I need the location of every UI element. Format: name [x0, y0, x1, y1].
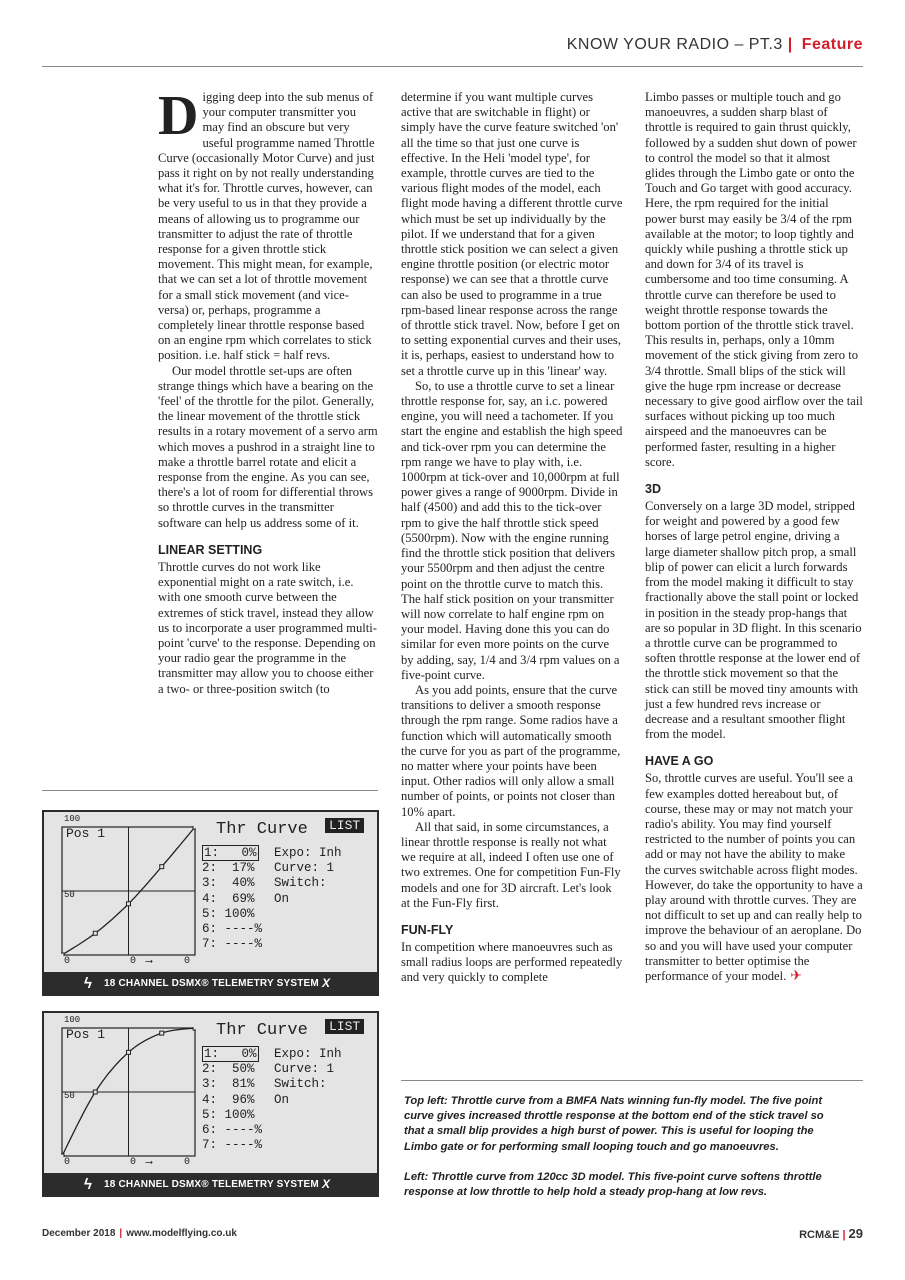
table-row: 1: 0% — [204, 1047, 257, 1061]
caption-left: Left: Throttle curve from 120cc 3D model. This five-point curve softens throttle response at low throttle to help hold a steady prop-hang at low revs. — [404, 1171, 822, 1199]
table-row: 7: ----% — [202, 1138, 263, 1153]
list-tag: LIST — [325, 1019, 364, 1034]
y-label-50: 50 — [64, 1091, 75, 1101]
switch-setting: Switch: — [274, 876, 327, 891]
magazine-name: RCM&E — [799, 1229, 840, 1241]
heading-3d: 3D — [645, 482, 661, 497]
on-setting: On — [274, 1092, 290, 1107]
table-row: 7: ----% — [202, 937, 263, 952]
col1-paragraph-2: Our model throttle set-ups are often strange things which have a bearing on the 'feel' of the throttle for the pilot. Generally, the linear movement of the throttle stick results in a rotary movement of a servo arm which moves a pushrod in a straight line to make a throttle barrel rotate and elicit a response from the engine. As you can see, there's a lot of room for differential throws so throttle curves in the transmitter software can help us address some of it. — [158, 363, 378, 530]
curve-point — [127, 902, 131, 906]
page-number: 29 — [848, 1226, 863, 1241]
col3-paragraph-1: Limbo passes or multiple touch and go manoeuvres, a sudden sharp blast of throttle is required to gain thrust quickly, followed by a sudden shut down of power to control the model so that it almost glides through the Limbo gate or onto the Touch and Go target with good accuracy. Here, the rpm required for the initial power burst may easily be 3/4 of the rpm available at the motor; to loop tightly and quickly while pushing a throttle stick up and down for 3/4 of its travel is cumbersome and too time consuming. A throttle curve can therefore be used to weight throttle response towards the bottom portion of the throttle stick travel. This results in, perhaps, only a 10mm movement of the stick giving from zero to 3/4 throttle. Small blips of the stick will give the huge rpm increase or decrease necessary to give good airflow over the tail surfaces without picking up too much airspeed and the manoeuvres can be performed faster, resulting in a higher score. — [645, 90, 863, 469]
x-logo-icon: X — [322, 1177, 331, 1191]
throttle-curve-graph — [61, 1027, 196, 1157]
screen-footer — [42, 1173, 379, 1197]
image-rule — [42, 790, 378, 791]
settings-column — [274, 846, 342, 907]
header-rule — [42, 66, 863, 67]
curve-point — [193, 1027, 196, 1030]
heading-have-a-go: HAVE A GO — [645, 754, 714, 769]
screen-title: Thr Curve — [216, 820, 308, 839]
header-separator: | — [787, 36, 793, 53]
page-footer-right — [799, 1226, 863, 1241]
screen-title: Thr Curve — [216, 1021, 308, 1040]
curve-setting: Curve: 1 — [274, 1062, 335, 1077]
curve-point — [93, 1090, 97, 1094]
footer-text: 18 CHANNEL DSMX® TELEMETRY SYSTEM — [104, 1179, 319, 1190]
issue-date: December 2018 — [42, 1228, 116, 1239]
footer-separator: | — [842, 1229, 846, 1241]
y-label-100: 100 — [64, 1015, 81, 1025]
expo-setting: Expo: Inh — [274, 846, 342, 860]
curve-point — [160, 865, 164, 869]
settings-column — [274, 1047, 342, 1108]
website-url: www.modelflying.co.uk — [126, 1228, 237, 1239]
page-header — [567, 36, 863, 54]
x-logo-icon: X — [322, 976, 331, 990]
plane-end-icon: ✈ — [790, 968, 803, 984]
col2-paragraph-4: All that said, in some circumstances, a linear throttle response is really not what we require at all, indeed I often use one of two extremes. One for competition Fun-Fly models and one for 3D aircraft. Let's look at the Fun-Fly first. — [401, 819, 621, 910]
caption-rule — [401, 1080, 863, 1081]
table-row: 1: 0% — [204, 846, 257, 860]
expo-setting: Expo: Inh — [274, 1047, 342, 1061]
table-row: 3: 40% — [202, 876, 255, 891]
curve-setting: Curve: 1 — [274, 861, 335, 876]
table-row: 4: 96% — [202, 1092, 255, 1107]
section-label: Feature — [801, 36, 863, 53]
col3-paragraph-2: Conversely on a large 3D model, stripped for weight and powered by a good few horses of large petrol engine, driving a large diameter shallow pitch prop, a small blip of power can elicit a lurch forwards from the model making it difficult to stay fractionally above the stall point or locked in position in the steady prop-hangs that are so popular in 3D flight. In this scenario a throttle curve can be programmed to soften throttle response at the lower end of the throttle stick movement so that the stick can still be moved tiny amounts with just a few hundred revs increase or decrease and a resultant smoother flight from the model. — [645, 499, 862, 742]
arrow-icon: ⟶ — [146, 1158, 153, 1169]
lcd-display — [44, 1013, 377, 1173]
curve-points-table — [202, 1047, 262, 1153]
col1-paragraph-1: igging deep into the sub menus of your computer transmitter you may find an obscure but very useful programme named Throttle Curve (occasionally Motor Curve) and just pass it right on by not really understanding what it's for. Throttle curves, however, can be very useful to us in that they provide a means of allowing us to programme our transmitter to adjust the rate of throttle response for a given throttle stick movement. This might mean, for example, that we can set a lot of throttle movement for a small stick movement (and vice-versa) or, perhaps, programme a completely linear throttle response based on an engine rpm which correlates to stick position. i.e. half stick = half revs. — [158, 90, 375, 363]
table-row: 5: 100% — [202, 906, 255, 921]
col2-paragraph-3: As you add points, ensure that the curve transitions to deliver a smooth response through the rpm range. Some radios have a function which will automatically smooth the curve for you as part of the programme, no matter where your points have been input. Other radios will only allow a small number of points, or points not closer than 10% apart. — [401, 682, 621, 819]
y-label-50: 50 — [64, 890, 75, 900]
transmitter-screen-2 — [42, 1011, 379, 1197]
spektrum-logo-icon: ϟ — [84, 975, 92, 992]
column-2 — [401, 90, 623, 986]
caption-top-left: Top left: Throttle curve from a BMFA Nats winning fun-fly model. The five point curve gives increased throttle response at the bottom end of the stick travel so that a small blip provides a high burst of power. This is useful for looping the Limbo gate or for performing small looping touch and go manoeuvres. — [404, 1095, 824, 1153]
curve-point — [93, 931, 97, 935]
table-row: 2: 17% — [202, 861, 255, 876]
on-setting: On — [274, 891, 290, 906]
x-label-right: 0 — [184, 1157, 191, 1168]
footer-text: 18 CHANNEL DSMX® TELEMETRY SYSTEM — [104, 978, 319, 989]
screen-footer — [42, 972, 379, 996]
col1-paragraph-3: Throttle curves do not work like exponential might on a rate switch, i.e. with one smooth curve between the extremes of stick travel, instead they allow us to incorporate a user programmed multi-point 'curve' to the response. Depending on your radio gear the programme in the transmitter may allow you to choose either a two- or three-position switch (to — [158, 559, 377, 696]
table-row: 4: 69% — [202, 891, 255, 906]
curve-point — [160, 1031, 164, 1035]
spektrum-logo-icon: ϟ — [84, 1176, 92, 1193]
curve-point — [193, 826, 196, 829]
heading-fun-fly: FUN-FLY — [401, 922, 454, 937]
col2-paragraph-2: So, to use a throttle curve to set a linear throttle response for, say, an i.c. powered engine, you will need a tachometer. If you start the engine and establish the high speed and tick-over rpm you can determine the rpm range we have to play with, i.e. 1000rpm at tick-over and 10,000rpm at full power gives a range of 9000rpm. Divide in half (4500) and add this to the tick-over rpm to give the half throttle stick speed (5500rpm). Now with the engine running find the throttle stick position that delivers your 5500rpm and then adjust the centre point on the throttle curve to match this. The half stick position on your transmitter will now correlate to half engine rpm on your model. Having done this you can do similar for even more points on the curve by adding, say, 1/4 and 3/4 rpm values on a five-point curve. — [401, 378, 623, 682]
position-label: Pos 1 — [66, 1027, 106, 1042]
table-row: 6: ----% — [202, 1123, 263, 1138]
col2-paragraph-1: determine if you want multiple curves active that are switchable in flight) or simply have the curve feature switched 'on' all the time so that just one curve is effective. In the Heli 'model type', for example, throttle curves are tied to the various flight modes of the model, each flight mode having a different throttle curve which must be set up individually by the pilot. If we understand that for a given throttle stick position we can select a given engine throttle position (or electric motor response) we can see that a throttle curve can also be used to programme in a true rpm-based linear response across the range of throttle stick travel. Now, before I get on to setting exponential curves and their uses, it is, perhaps, easiest to understand how to set a throttle curve up in this 'linear' way. — [401, 90, 623, 378]
y-label-100: 100 — [64, 814, 81, 824]
x-label-mid: 0 — [130, 956, 137, 967]
heading-linear-setting: LINEAR SETTING — [158, 542, 263, 557]
lcd-display — [44, 812, 377, 972]
table-row: 3: 81% — [202, 1077, 255, 1092]
column-3 — [645, 90, 863, 984]
transmitter-screen-1 — [42, 810, 379, 996]
switch-setting: Switch: — [274, 1077, 327, 1092]
series-title: KNOW YOUR RADIO – PT.3 — [566, 36, 783, 53]
x-label-left: 0 — [64, 956, 71, 967]
footer-separator: | — [119, 1228, 123, 1239]
position-label: Pos 1 — [66, 826, 106, 841]
table-row: 5: 100% — [202, 1107, 255, 1122]
table-row: 6: ----% — [202, 922, 263, 937]
arrow-icon: ⟶ — [146, 957, 153, 968]
column-1 — [158, 85, 378, 697]
col2-paragraph-5: In competition where manoeuvres such as small radius loops are performed repeatedly and very quickly to complete — [401, 939, 623, 985]
x-label-mid: 0 — [130, 1157, 137, 1168]
throttle-curve-graph — [61, 826, 196, 956]
col3-paragraph-3: So, throttle curves are useful. You'll see a few examples dotted hereabout but, of course, these may or may not match your radio's ability. You may find yourself restricted to the number of points you can add or may not have the ability to make the curves switchable across flight modes. However, do take the opportunity to have a play around with throttle curves. They are not difficult to set up and can really help to improve the behaviour of an aeroplane. Do so and you will have used your computer transmitter to better optimise the performance of your model. — [645, 771, 863, 983]
table-row: 2: 50% — [202, 1062, 255, 1077]
x-label-right: 0 — [184, 956, 191, 967]
list-tag: LIST — [325, 818, 364, 833]
page-footer-left — [42, 1228, 237, 1239]
x-label-left: 0 — [64, 1157, 71, 1168]
drop-cap: D — [158, 85, 199, 147]
curve-points-table — [202, 846, 262, 952]
curve-point — [127, 1050, 131, 1054]
